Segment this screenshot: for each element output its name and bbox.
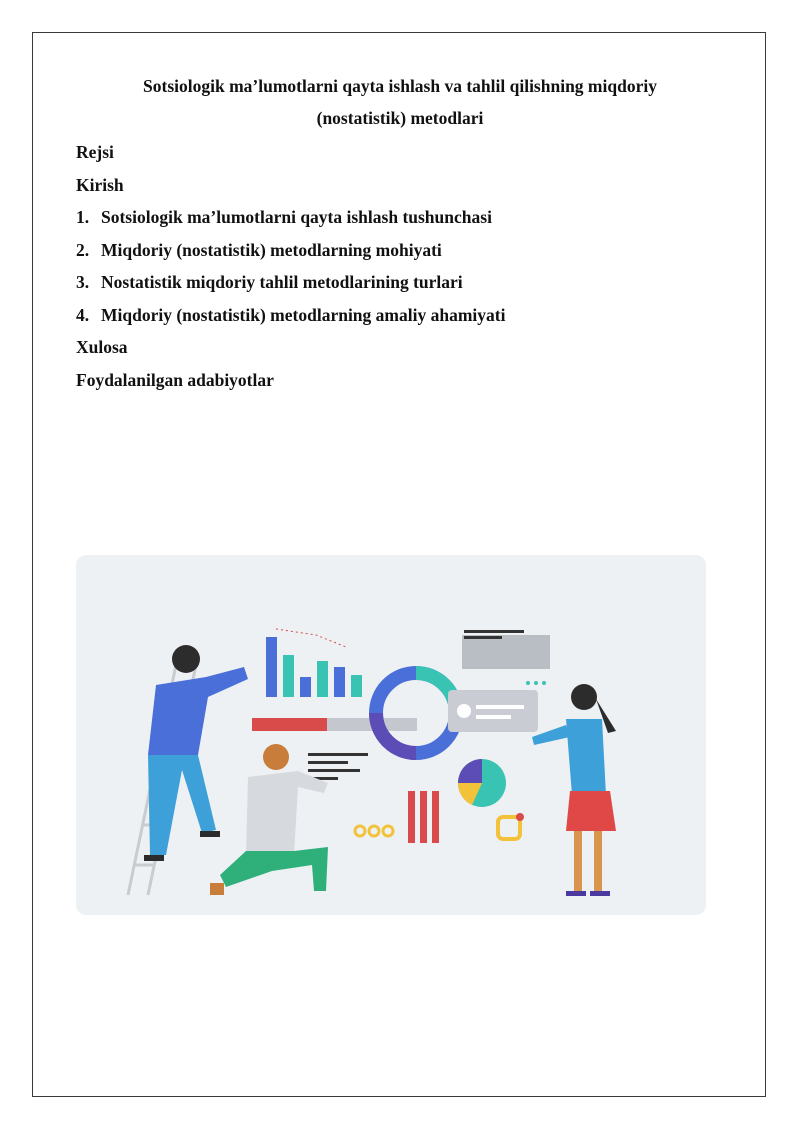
plan-item-number: 3. bbox=[76, 272, 90, 292]
person-head bbox=[571, 684, 597, 710]
document-title-line-1: Sotsiologik ma’lumotlarni qayta ishlash va tahlil qilishning miqdoriy bbox=[143, 76, 657, 96]
card-line bbox=[476, 715, 511, 719]
red-column bbox=[420, 791, 427, 843]
illustration-bar bbox=[317, 661, 328, 697]
conclusion-heading: Xulosa bbox=[76, 337, 128, 357]
dot bbox=[516, 813, 524, 821]
red-column bbox=[432, 791, 439, 843]
dot bbox=[534, 681, 538, 685]
panel-line bbox=[464, 636, 502, 639]
text-line bbox=[308, 753, 368, 756]
progress-bar-red bbox=[252, 718, 327, 731]
person-shoe bbox=[566, 891, 586, 896]
plan-item-1 bbox=[76, 207, 492, 228]
document-title-line-2: (nostatistik) metodlari bbox=[316, 108, 484, 128]
person-shoe bbox=[144, 855, 164, 861]
plan-item-text: Miqdoriy (nostatistik) metodlarning mohiyati bbox=[101, 240, 442, 260]
card-line bbox=[476, 705, 524, 709]
plan-item-text: Nostatistik miqdoriy tahlil metodlarining turlari bbox=[101, 272, 463, 292]
illustration-bar bbox=[266, 637, 277, 697]
red-column bbox=[408, 791, 415, 843]
plan-item-number: 1. bbox=[76, 207, 90, 227]
plan-item-3 bbox=[76, 272, 463, 293]
illustration-bar bbox=[334, 667, 345, 697]
dot bbox=[526, 681, 530, 685]
plan-heading: Rejsi bbox=[76, 142, 114, 162]
person-head bbox=[263, 744, 289, 770]
text-line bbox=[308, 761, 348, 764]
illustration-bar bbox=[351, 675, 362, 697]
top-panel bbox=[462, 635, 550, 669]
person-shoe bbox=[200, 831, 220, 837]
plan-item-4 bbox=[76, 305, 505, 326]
panel-line bbox=[464, 630, 524, 633]
references-heading: Foydalanilgan adabiyotlar bbox=[76, 370, 274, 390]
data-analysis-illustration bbox=[76, 555, 706, 915]
plan-item-2 bbox=[76, 240, 442, 261]
person-leg bbox=[594, 831, 602, 891]
plan-item-text: Miqdoriy (nostatistik) metodlarning amaliy ahamiyati bbox=[101, 305, 506, 325]
person-shoe bbox=[590, 891, 610, 896]
avatar-icon bbox=[457, 704, 471, 718]
person-shoe bbox=[210, 883, 224, 895]
plan-item-number: 4. bbox=[76, 305, 90, 325]
dot bbox=[542, 681, 546, 685]
illustration-bar bbox=[283, 655, 294, 697]
plan-item-number: 2. bbox=[76, 240, 90, 260]
text-line bbox=[308, 769, 360, 772]
person-shirt bbox=[566, 719, 606, 795]
person-head bbox=[172, 645, 200, 673]
intro-heading: Kirish bbox=[76, 175, 124, 195]
illustration-bar bbox=[300, 677, 311, 697]
plan-item-text: Sotsiologik ma’lumotlarni qayta ishlash tushunchasi bbox=[101, 207, 492, 227]
person-skirt bbox=[566, 791, 616, 831]
person-leg bbox=[574, 831, 582, 891]
